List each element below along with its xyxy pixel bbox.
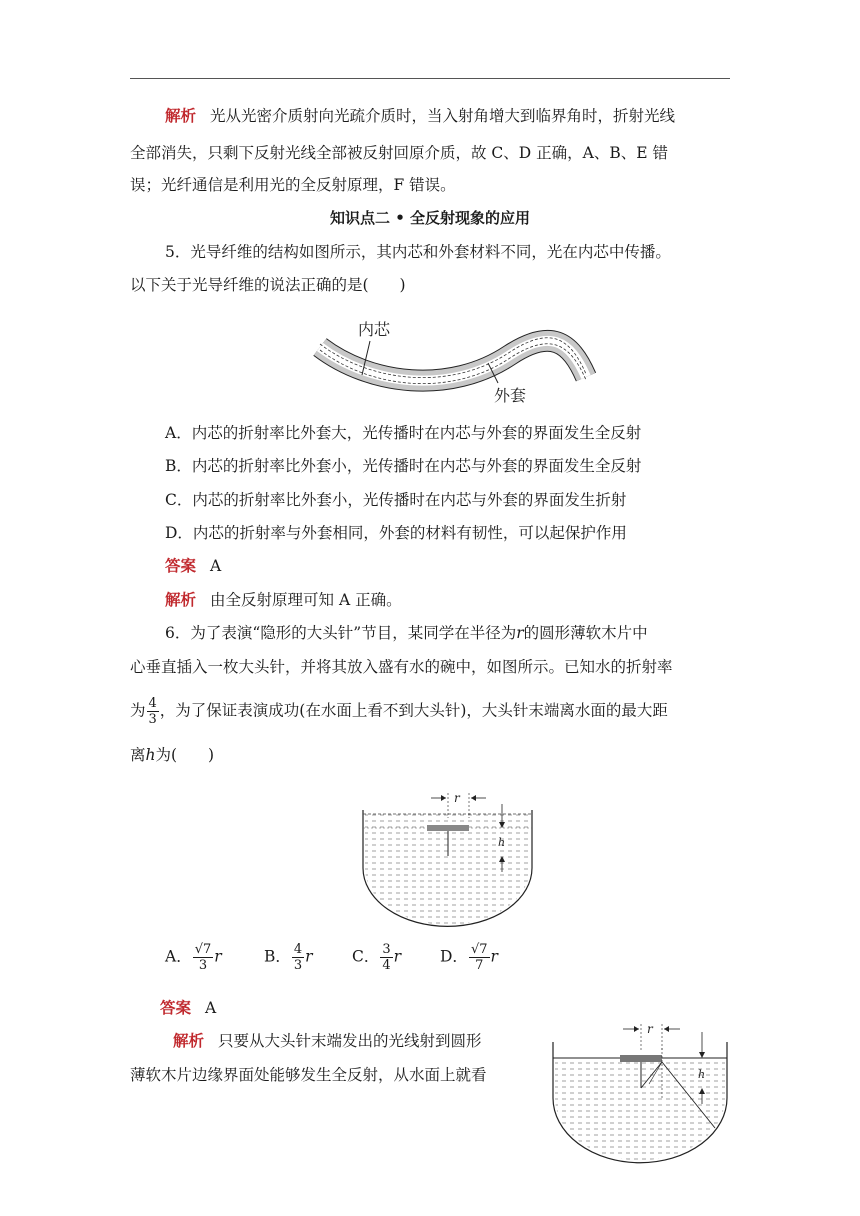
analysis-line-2: 全部消失，只剩下反射光线全部被反射回原介质，故 C、D 正确，A、B、E 错 (130, 144, 668, 162)
q5-answer: 答案 A (165, 557, 222, 575)
cladding-label: 外套 (494, 386, 527, 405)
fraction-four-thirds: $\frac{4}{3}$ (148, 696, 157, 727)
section-heading: 知识点二 • 全反射现象的应用 (329, 209, 531, 227)
svg-text:h: h (698, 1068, 706, 1081)
q6-stem-line-2: 心垂直插入一枚大头针，并将其放入盛有水的碗中，如图所示。已知水的折射率 (130, 658, 673, 676)
q6-option-d: D． $\frac{√7}{7}$ r (440, 942, 498, 973)
q6-stem-line-4: 离h为( ) (130, 746, 215, 764)
q5-stem-line-1: 5．光导纤维的结构如图所示，其内芯和外套材料不同，光在内芯中传播。 (165, 243, 671, 261)
q5-stem-line-2: 以下关于光导纤维的说法正确的是( ) (130, 276, 406, 294)
q6-stem-line-1: 6．为了表演“隐形的大头针”节目，某同学在半径为r的圆形薄软木片中 (165, 624, 648, 642)
q6-option-c: C． $\frac{3}{4}$ r (352, 942, 402, 973)
bowl-figure-with-rays (545, 1018, 735, 1168)
optical-fiber-figure (290, 305, 610, 410)
svg-text:r: r (647, 1022, 653, 1036)
header-rule (130, 78, 730, 79)
q6-stem-line-3: 为 $\frac{4}{3}$ ，为了保证表演成功(在水面上看不到大头针)，大头针末端离水面的最大距 (130, 696, 668, 727)
q5-option-a: A．内芯的折射率比外套大，光传播时在内芯与外套的界面发生全反射 (165, 424, 642, 442)
q6-option-a: A． $\frac{√7}{3}$ r (165, 942, 222, 973)
analysis-line-1: 解析 光从光密介质射向光疏介质时，当入射角增大到临界角时，折射光线 (165, 107, 676, 125)
bowl-figure (355, 788, 540, 928)
analysis-label: 解析 (165, 107, 197, 125)
analysis-line-3: 误；光纤通信是利用光的全反射原理，F 错误。 (130, 176, 456, 194)
core-label: 内芯 (358, 320, 391, 339)
answer-label: 答案 (160, 999, 192, 1017)
svg-text:r: r (454, 791, 460, 805)
analysis-label: 解析 (173, 1032, 205, 1050)
answer-label: 答案 (165, 557, 197, 575)
q6-answer: 答案 A (160, 999, 217, 1017)
q6-option-b: B． $\frac{4}{3}$ r (264, 942, 313, 973)
q5-option-c: C．内芯的折射率比外套小，光传播时在内芯与外套的界面发生折射 (165, 491, 627, 509)
q6-analysis-line-2: 薄软木片边缘界面处能够发生全反射，从水面上就看 (130, 1066, 487, 1084)
q6-analysis-line-1: 解析 只要从大头针末端发出的光线射到圆形 (173, 1032, 482, 1050)
svg-text:h: h (498, 836, 506, 849)
q5-option-d: D．内芯的折射率与外套相同，外套的材料有韧性，可以起保护作用 (165, 524, 627, 542)
q5-option-b: B．内芯的折射率比外套小，光传播时在内芯与外套的界面发生全反射 (165, 457, 642, 475)
q5-analysis: 解析 由全反射原理可知 A 正确。 (165, 591, 402, 609)
analysis-label: 解析 (165, 591, 197, 609)
